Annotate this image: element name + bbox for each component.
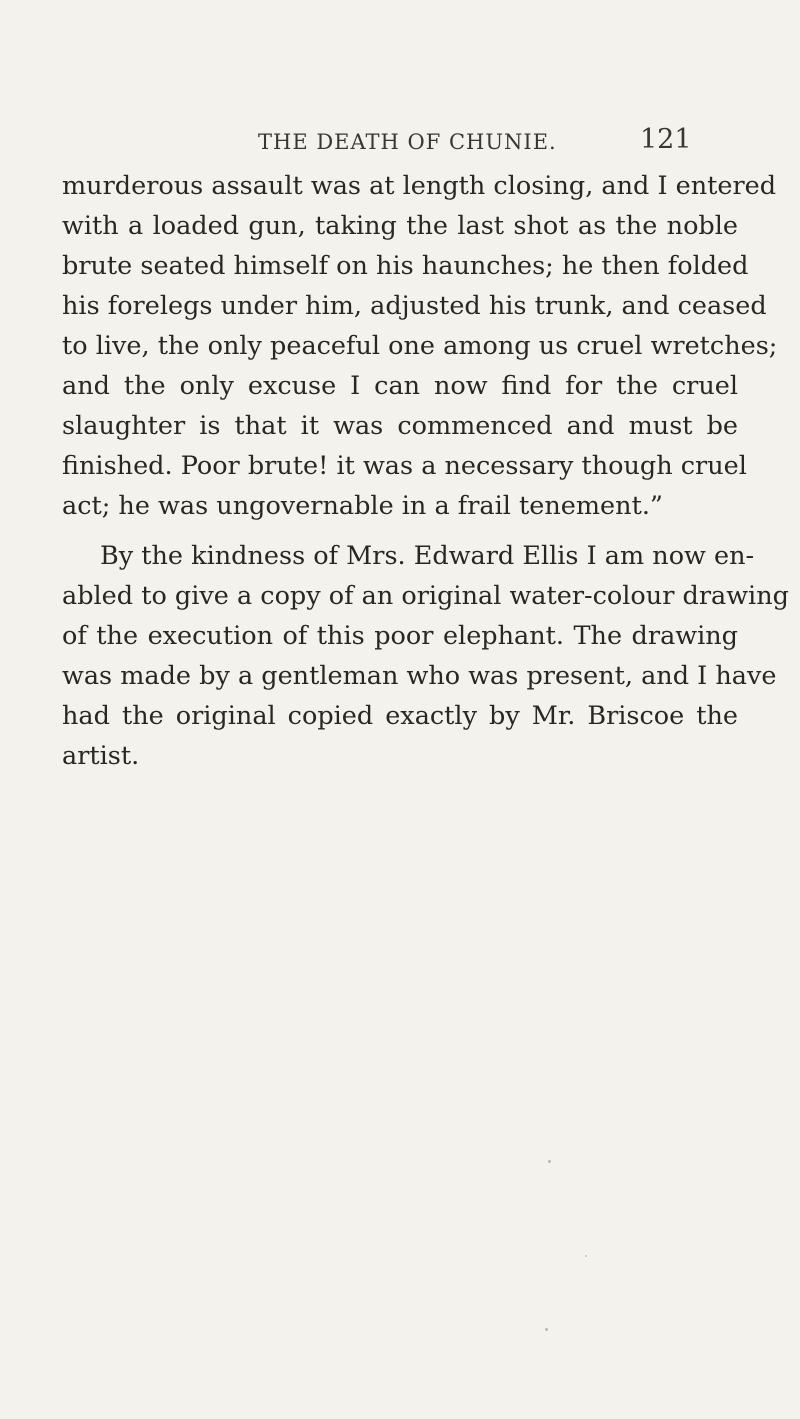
text-line: act; he was ungovernable in a frail tenement.” [62, 491, 663, 521]
text-line: abled to give a copy of an original water-colour drawing [62, 581, 789, 611]
text-line: of the execution of this poor elephant. The drawing [62, 621, 738, 651]
text-line: murderous assault was at length closing, and I entered [62, 171, 777, 201]
page-number: 121 [640, 124, 692, 155]
text-line: to live, the only peaceful one among us cruel wretches; [62, 331, 778, 361]
text-line: By the kindness of Mrs. Edward Ellis I am now en- [100, 541, 755, 571]
text-line: finished. Poor brute! it was a necessary though cruel [62, 451, 747, 481]
text-line: slaughter is that it was commenced and must be [62, 411, 738, 441]
text-line: with a loaded gun, taking the last shot as the noble [62, 211, 738, 241]
text-line: his forelegs under him, adjusted his trunk, and ceased [62, 291, 767, 321]
paper-speck [548, 1160, 551, 1163]
text-line: artist. [62, 741, 140, 771]
text-line: and the only excuse I can now find for the cruel [62, 371, 738, 401]
text-line: was made by a gentleman who was present, and I have [62, 661, 777, 691]
text-line: had the original copied exactly by Mr. Briscoe the [62, 701, 738, 731]
paper-speck [585, 1255, 587, 1257]
text-line: brute seated himself on his haunches; he then folded [62, 251, 749, 281]
paper-speck [545, 1328, 548, 1331]
running-title: THE DEATH OF CHUNIE. [258, 130, 557, 154]
